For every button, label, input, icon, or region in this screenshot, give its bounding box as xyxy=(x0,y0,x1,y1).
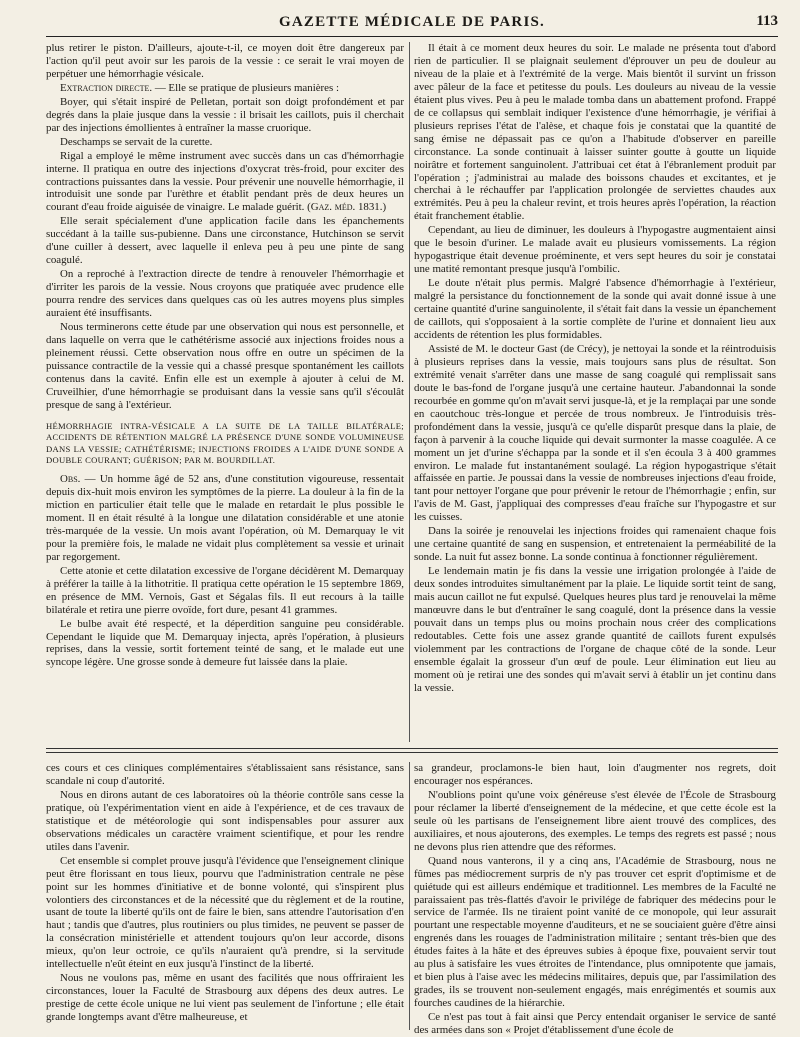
column-top-right xyxy=(414,42,776,747)
paragraph: On a reproché à l'extraction directe de tendre à renouveler l'hémorrhagie et d'irriter les parois de la vessie. Nous croyons que pratiquée avec prudence elle pourra rendre des services dans quelques cas où les autres moyens plus simples auraient été insuffisants. xyxy=(46,268,404,320)
paragraph: Elle serait spécialement d'une application facile dans les épanchements succédant à la taille sus-pubienne. Dans une circonstance, Hutchinson se servit d'une cuiller à dessert, avec laquelle il enleva peu à peu une pinte de sang coagulé. xyxy=(46,215,404,267)
paragraph: plus retirer le piston. D'ailleurs, ajoute-t-il, ce moyen doit être dangereux par l'action qu'il peut avoir sur les parois de la vessie : ce serait le vrai moyen de perpétuer une hémorrhagie vésicale. xyxy=(46,42,404,80)
paragraph: Ce n'est pas tout à fait ainsi que Percy entendait organiser le service de santé des armées dans son « Projet d'établissement d'une école de xyxy=(414,1011,776,1037)
column-bottom-left xyxy=(46,762,404,1030)
paragraph: Dans la soirée je renouvelai les injections froides qui ramenaient chaque fois une certaine quantité de sang en suspension, et entretenaient la perméabilité de la sonde. La nuit fut assez bonne. La sonde continua à fonctionner régulièrement. xyxy=(414,525,776,564)
paragraph-text: — Un homme âgé de 52 ans, d'une constitution vigoureuse, ressentait depuis dix-huit mois environ les symptômes de la pierre. La douleur à la fin de la miction en particulier était telle que le malade en retardait le plus possible le moment. Il en était résulté à la longue une dilatation considérable et une atonie très-marquée de la vessie. Un mois avant l'opération, où M. Demarquay le vit pour la première fois, le malade ne vidait plus complètement sa vessie et urinait par regorgement. xyxy=(46,473,404,563)
paragraph: sa grandeur, proclamons-le bien haut, loin d'augmenter nos regrets, doit encourager nos espérances. xyxy=(414,762,776,787)
paragraph xyxy=(46,150,404,215)
paragraph-text: Rigal a employé le même instrument avec succès dans un cas d'hémorrhagie interne. Il pratiqua en outre des injections d'oxycrat très-froid, pour exciter des contractions puissantes dans la vessie. Pour prévenir une nouvelle hémorrhagie, il introduisit une sonde par l'urèthre et établit pendant près de deux heures un courant d'eau froide aiguisée de vinaigre. Le malade guérit. ( xyxy=(46,149,404,214)
paragraph xyxy=(46,473,404,564)
column-divider xyxy=(409,42,410,742)
section-rule xyxy=(46,752,778,753)
column-divider xyxy=(409,762,410,1030)
paragraph xyxy=(46,82,404,95)
paragraph: Assisté de M. le docteur Gast (de Crécy), je nettoyai la sonde et la réintroduisis à plusieurs reprises dans la vessie, mais toujours sans plus de résultat. Son extrémité venait s'arrêter dans une masse de sang coagulé qui remplissait sans doute le bas-fond de l'organe jusqu'à une certaine hauteur. J'abandonnai la sonde recourbée en gomme qu'on m'avait servi jusque-là, et je la remplaçai par une sonde en caoutchouc très-longue et percée de trous nombreux. Je l'introduisis très-profondément dans la vessie, jusqu'à ce qu'elle disparût presque dans la plaie, de façon à parvenir à la couche liquide qui devait surmonter la masse coagulée. A ce moment un jet d'urine s'échappa par la sonde et il s'en écoula 3 à 400 grammes environ. Le malade fut instantanément soulagé. La région hypogastrique s'était affaissée en partie. Je poussai dans la vessie de nombreuses injections d'eau froide, tant pour nettoyer l'organe que pour prévenir le retour de l'hémorrhagie ; enfin, sur l'avis de M. Gast, j'appliquai des compresses d'eau fraîche sur l'hypogastre et sur les cuisses. xyxy=(414,342,776,524)
paragraph: Le doute n'était plus permis. Malgré l'absence d'hémorrhagie à l'extérieur, malgré la persistance du fonctionnement de la sonde qui avait donné issue à une certaine quantité d'urine sanguinolente, il s'était fait dans la vessie un épanchement de caillots, qui s'opposaient à la sortie complète de l'urine et donnaient lieu aux accidents de rétention les plus formidables. xyxy=(414,277,776,341)
page-number: 113 xyxy=(756,13,778,29)
column-bottom-right xyxy=(414,762,776,1037)
case-heading: HÉMORRHAGIE INTRA-VÉSICALE A LA SUITE DE LA TAILLE BILATÉRALE; ACCIDENTS DE RÉTENTION MALGRÉ LA PRÉSENCE D'UNE SONDE VOLUMINEUSE DANS LA VESSIE; CATHÉTÉRISME; INJECTIONS FROIDES A L'AIDE D'UNE SONDE A DOUBLE COURANT; GUÉRISON; PAR M. BOURDILLAT. xyxy=(46,420,404,466)
obs-label: Obs. xyxy=(60,473,81,486)
paragraph-text: — Elle se pratique de plusieurs manières : xyxy=(152,81,339,94)
spacer xyxy=(46,413,404,419)
paragraph: Nous en dirons autant de ces laboratoires où la théorie contrôle sans cesse la pratique, où l'expérimentation vient en aide à l'expérience, et de ces travaux de statistique et de météorologie qui sont indispensables pour assurer aux observations médicales un caractère vraiment scientifique, et pour les rendre utiles dans l'avenir. xyxy=(46,788,404,853)
paragraph: Boyer, qui s'était inspiré de Pelletan, portait son doigt profondément et par degrés dans la plaie jusque dans la vessie : il brisait les caillots, puis il cherchait par des injections émollientes à entraîner la masse cruorique. xyxy=(46,95,404,134)
column-top-left xyxy=(46,42,404,747)
paragraph: Deschamps se servait de la curette. xyxy=(60,135,213,148)
paragraph: Le bulbe avait été respecté, et la déperdition sanguine peu considérable. Cependant le liquide que M. Demarquay injecta, après l'opération, à plusieurs reprises, dans la vessie, sortit fortement teinté de sang, et le malade eut une syncope légère. Une grosse sonde à demeure fut laissée dans la plaie. xyxy=(46,617,404,669)
paragraph: ces cours et ces cliniques complémentaires s'établissaient sans résistance, sans scandale ni coup d'autorité. xyxy=(46,762,404,787)
section-rule xyxy=(46,748,778,749)
paragraph: Il était à ce moment deux heures du soir. Le malade ne présenta tout d'abord rien de particulier. Il se plaignait seulement d'éprouver un peu de douleur au niveau de la plaie et à l'extrémité de la verge. Mais bientôt il survint un frisson avec pâleur de la face et petitesse du pouls. Les douleurs au niveau de la vessie étaient plus vives. Peu à peu le malade tomba dans un abattement profond. Frappé de ce collapsus qui semblait indiquer l'existence d'une hémorrhagie, je vérifiai à plusieurs reprises l'état de l'alèse, et chaque fois je constatai que la quantité de sang émise ne dépassait pas ce qu'on a l'habitude d'observer en pareille circonstance. La sonde continuait à laisser suinter goutte à goutte un liquide noirâtre et fortement sanguinolent. J'attribuai cet état à l'ébranlement produit par l'opération ; j'administrai au malade des boissons chaudes et excitantes, et je cherchai à le réchauffer par l'application prolongée de serviettes chaudes aux extrémités. Peu à peu la chaleur revint, et trois heures après l'opération, la réaction était franchement établie. xyxy=(414,42,776,223)
paragraph: Quand nous vanterons, il y a cinq ans, l'Académie de Strasbourg, nous ne fûmes pas médiocrement surpris de n'y pas trouver cet esprit d'optimisme et de quiétude qui est ailleurs endémique et traditionnel. Les membres de la Faculté ne paraissaient pas très-flattés d'avoir le privilége de fabriquer des médecins pour le service de l'armée. Ils ne tiraient point vanité de ce monopole, qui leur assurait pourtant une respectable moyenne d'auditeurs, et ne se souciaient guère d'être ainsi engrenés dans les rouages de l'administration militaire ; sentant très-bien que des études faites à la hâte et des épreuves subies à époque fixe, pouvaient servir tout au plus à satisfaire les vues étroites de l'intendance, plus omnipotente que jamais, et bien plus à l'aise avec les médecins militaires, depuis que, par l'assimilation des grades, ils se trouvent non-seulement engagés, mais enrégimentés et soumis aux fourches caudines de la hiérarchie. xyxy=(414,854,776,1010)
paragraph: Nous terminerons cette étude par une observation qui nous est personnelle, et dans laquelle on verra que le cathétérisme associé aux injections froides nous a pleinement réussi. Cette observation nous offre en outre un spécimen de la puissance contractile de la vessie qui a chassé presque spontanément les caillots contenus dans la cavité. Enfin elle est un exemple à ajouter à celui de M. Cruveilhier, d'une hémorrhagie se produisant dans la vessie sans qu'il s'écoulât presque de sang à l'extérieur. xyxy=(46,321,404,411)
paragraph-text: 1831.) xyxy=(355,201,387,214)
paragraph: Cette atonie et cette dilatation excessive de l'organe décidèrent M. Demarquay à préférer la taille à la lithotritie. Il pratiqua cette opération le 15 septembre 1869, en présence de MM. Vernois, Gast et Ségalas fils. Il eut recours à la taille bilatérale et retira une pierre ovoïde, fort dure, pesant 41 grammes. xyxy=(46,564,404,616)
journal-title: GAZETTE MÉDICALE DE PARIS. xyxy=(279,14,545,30)
paragraph: Nous ne voulons pas, même en usant des facilités que nous offriraient les circonstances, louer la Faculté de Strasbourg aux dépens des deux autres. Le prestige de cette école unique ne lui vient pas seulement de l'infortune ; elle était grande longtemps avant d'être malheureuse, et xyxy=(46,972,404,1024)
section-label: Extraction directe. xyxy=(60,81,153,94)
page-header xyxy=(46,10,778,37)
paragraph: Cependant, au lieu de diminuer, les douleurs à l'hypogastre augmentaient ainsi que le besoin d'uriner. Le malade avait eu plusieurs vomissements. La région hypogastrique était devenue proéminente, et vers sept heures du soir je constatai une matité remontant presque jusqu'à l'ombilic. xyxy=(414,224,776,276)
citation: Gaz. méd. xyxy=(310,201,356,214)
paragraph: N'oublions point qu'une voix généreuse s'est élevée de l'École de Strasbourg pour réclamer la liberté d'enseignement de la médecine, et que cette école est la seule où les partisans de l'enseignement libre aient trouvé des complices, des auxiliaires, et nous ajouterons, des exemples. Le temps des regrets est passé ; nous ne devons plus rien attendre que des réformes. xyxy=(414,788,776,853)
paragraph: Cet ensemble si complet prouve jusqu'à l'évidence que l'enseignement clinique peut être florissant en tous lieux, pourvu que l'administration centrale ne pèse point sur les hommes d'initiative et de bonne volonté, qui s'inspirent plus volontiers des circonstances et de la nécessité que du règlement et de la routine, usant de toute la liberté qu'ils ont de faire le bien, sans attendre l'autorisation d'en haut ; tandis que d'autres, plus routiniers ou plus timides, ne peuvent se passer de la consécration ministérielle et attendent toujours qu'on leur accorde, disons mieux, qu'on leur octroie, ce qu'ils n'auraient qu'à prendre, si la servitude intellectuelle n'eût éteint en eux jusqu'à l'instinct de la liberté. xyxy=(46,854,404,971)
paragraph: Le lendemain matin je fis dans la vessie une irrigation prolongée à l'aide de deux sondes introduites simultanément par la plaie. Le liquide sortit teint de sang, mais aucun caillot ne fut expulsé. Quelques heures plus tard je renouvelai la même manœuvre dans le but d'entraîner le sang coagulé, dont la présence dans la vessie pouvait dans un temps plus ou moins prochain nous créer des complications redoutables. Cette fois une assez grande quantité de caillots furent expulsés violemment par les contractions de l'organe de chaque côté de la sonde. Leur ensemble égalait la grosseur d'un œuf de poule. Leur élimination eut lieu au moment où je retirai une des sondes qui m'avait servi à établir un jet continu dans la vessie. xyxy=(414,565,776,694)
